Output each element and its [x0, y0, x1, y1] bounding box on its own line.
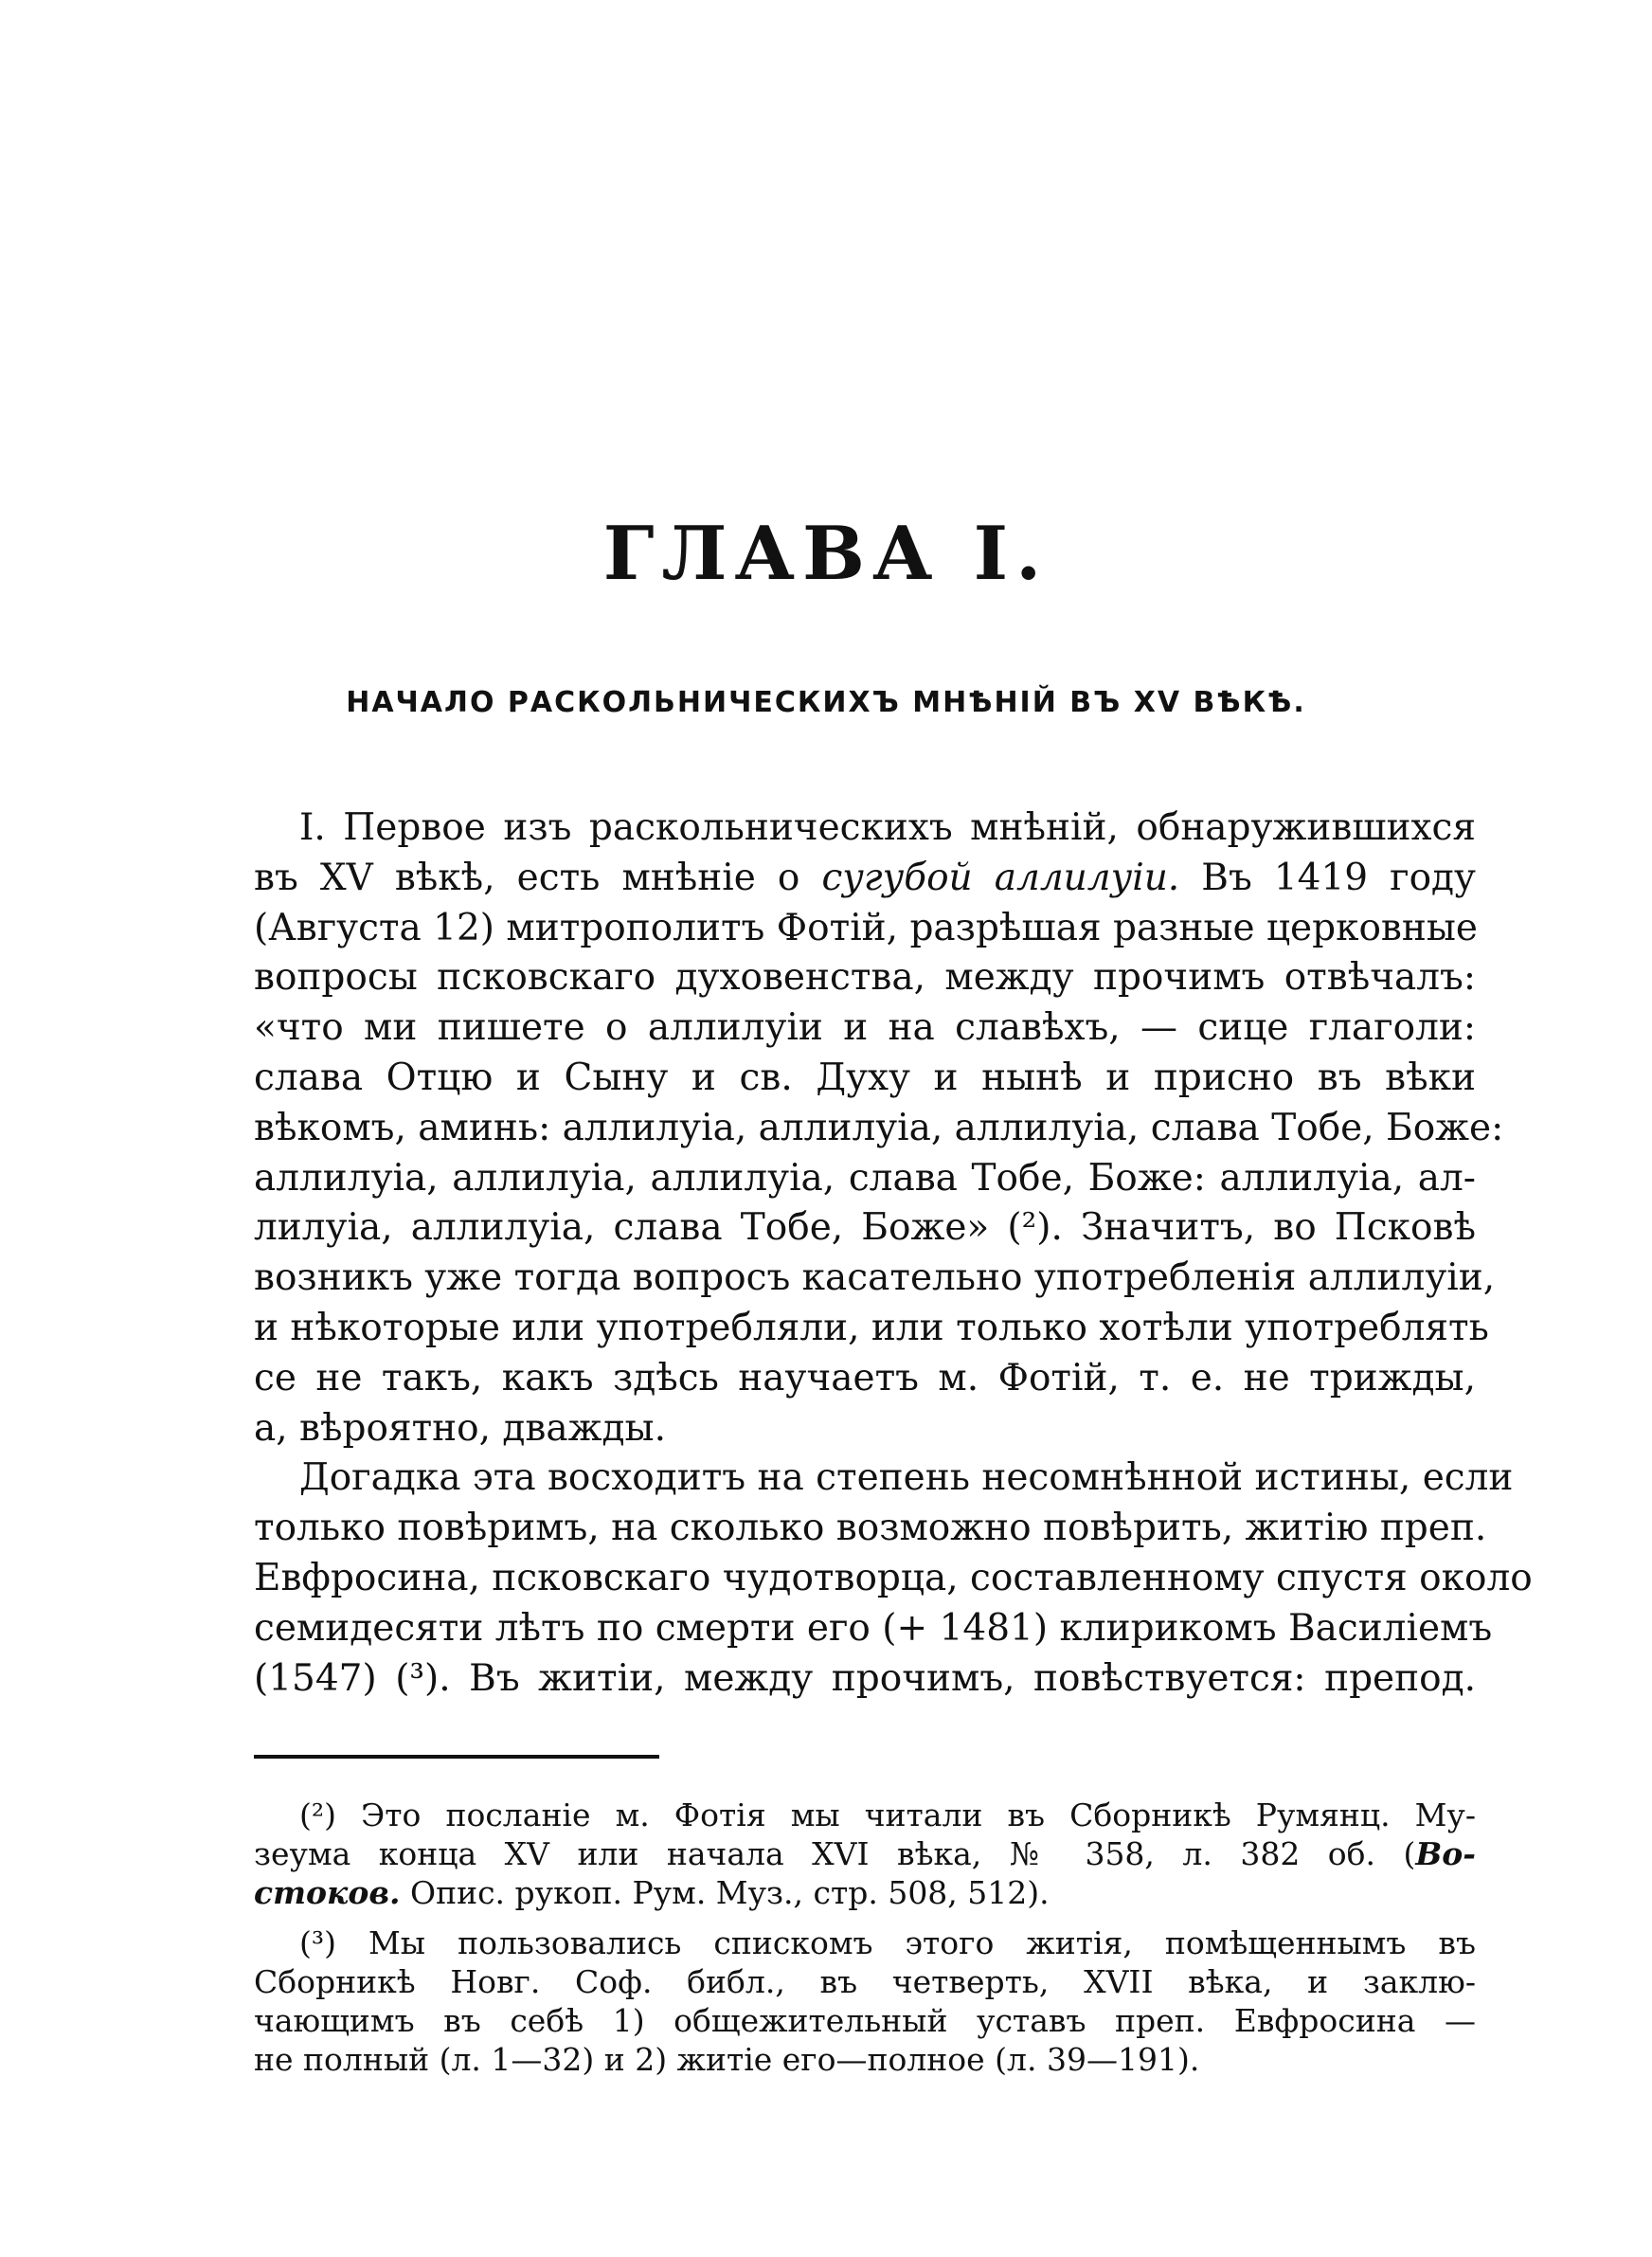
- italic-author: стоков.: [254, 1874, 401, 1911]
- chapter-subtitle: НАЧАЛО РАСКОЛЬНИЧЕСКИХЪ МНѢНІЙ ВЪ XV ВѢКѢ.: [346, 686, 1306, 719]
- text-line: (Августа 12) митрополитъ Фотій, разрѣшая разные церковные: [254, 906, 1478, 949]
- footnote-line: (²) Это посланіе м. Фотія мы читали въ Сборникѣ Румянц. Му-: [299, 1797, 1476, 1833]
- text-line: вопросы псковскаго духовенства, между прочимъ отвѣчалъ:: [254, 956, 1476, 1000]
- text-line: Евфросина, псковскаго чудотворца, составленному спустя около: [254, 1556, 1533, 1599]
- text-line: I. Первое изъ раскольническихъ мнѣній, обнаружившихся: [299, 806, 1476, 849]
- text-line: только повѣримъ, на сколько возможно повѣрить, житію преп.: [254, 1507, 1487, 1550]
- footnote-line: [254, 1873, 1476, 1912]
- text-line: Догадка эта восходитъ на степень несомнѣнной истины, если: [299, 1456, 1514, 1500]
- text-line: а, вѣроятно, дважды.: [254, 1406, 666, 1450]
- footnote-line: (³) Мы пользовались спискомъ этого житія, помѣщеннымъ въ: [299, 1924, 1476, 1961]
- main-text: [254, 803, 1533, 1704]
- text-segment: зеума конца XV или начала XVI вѣка, № 358, л. 382 об. (: [254, 1835, 1416, 1872]
- text-line: и нѣкоторые или употребляли, или только хотѣли употреблять: [254, 1306, 1489, 1349]
- text-segment: Опис. рукоп. Рум. Муз., стр. 508, 512).: [400, 1874, 1050, 1911]
- footnote-line: чающимъ въ себѣ 1) общежительный уставъ преп. Евфросина —: [254, 2002, 1476, 2039]
- text-line: слава Отцю и Сыну и св. Духу и нынѣ и присно въ вѣки: [254, 1056, 1476, 1099]
- text-line: возникъ уже тогда вопросъ касательно употребленія аллилуіи,: [254, 1256, 1496, 1300]
- text-line: (1547) (³). Въ житіи, между прочимъ, повѣствуется: препод.: [254, 1656, 1476, 1700]
- italic-term: сугубой аллилуіи.: [821, 856, 1180, 899]
- text-line: аллилуіа, аллилуіа, аллилуіа, слава Тобе, Боже: аллилуіа, ал-: [254, 1156, 1476, 1200]
- footnote-line: Сборникѣ Новг. Соф. библ., въ четверть, XVII вѣка, и заклю-: [254, 1963, 1476, 2000]
- footnote-divider: [254, 1755, 659, 1759]
- text-line: лилуіа, аллилуіа, слава Тобе, Боже» (²). Значитъ, во Псковѣ: [254, 1206, 1476, 1250]
- text-segment: Въ 1419 году: [1179, 856, 1477, 899]
- chapter-title: ГЛАВА I.: [602, 511, 1050, 597]
- italic-author: Во-: [1415, 1835, 1476, 1872]
- text-line: се не такъ, какъ здѣсь научаетъ м. Фотій, т. е. не трижды,: [254, 1356, 1476, 1399]
- text-line: «что ми пишете о аллилуіи и на славѣхъ, — сице глаголи:: [254, 1006, 1476, 1050]
- text-line: вѣкомъ, аминь: аллилуіа, аллилуіа, аллилуіа, слава Тобе, Боже:: [254, 1106, 1504, 1149]
- footnote-line: [254, 1834, 1476, 1873]
- footnote-line: не полный (л. 1—32) и 2) житіе его—полное (л. 39—191).: [254, 2041, 1200, 2078]
- text-line: семидесяти лѣтъ по смерти его (+ 1481) клирикомъ Василіемъ: [254, 1606, 1493, 1650]
- footnotes: [254, 1796, 1476, 2079]
- text-segment: въ XV вѣкѣ, есть мнѣніе о: [254, 856, 822, 899]
- text-line: [254, 854, 1476, 904]
